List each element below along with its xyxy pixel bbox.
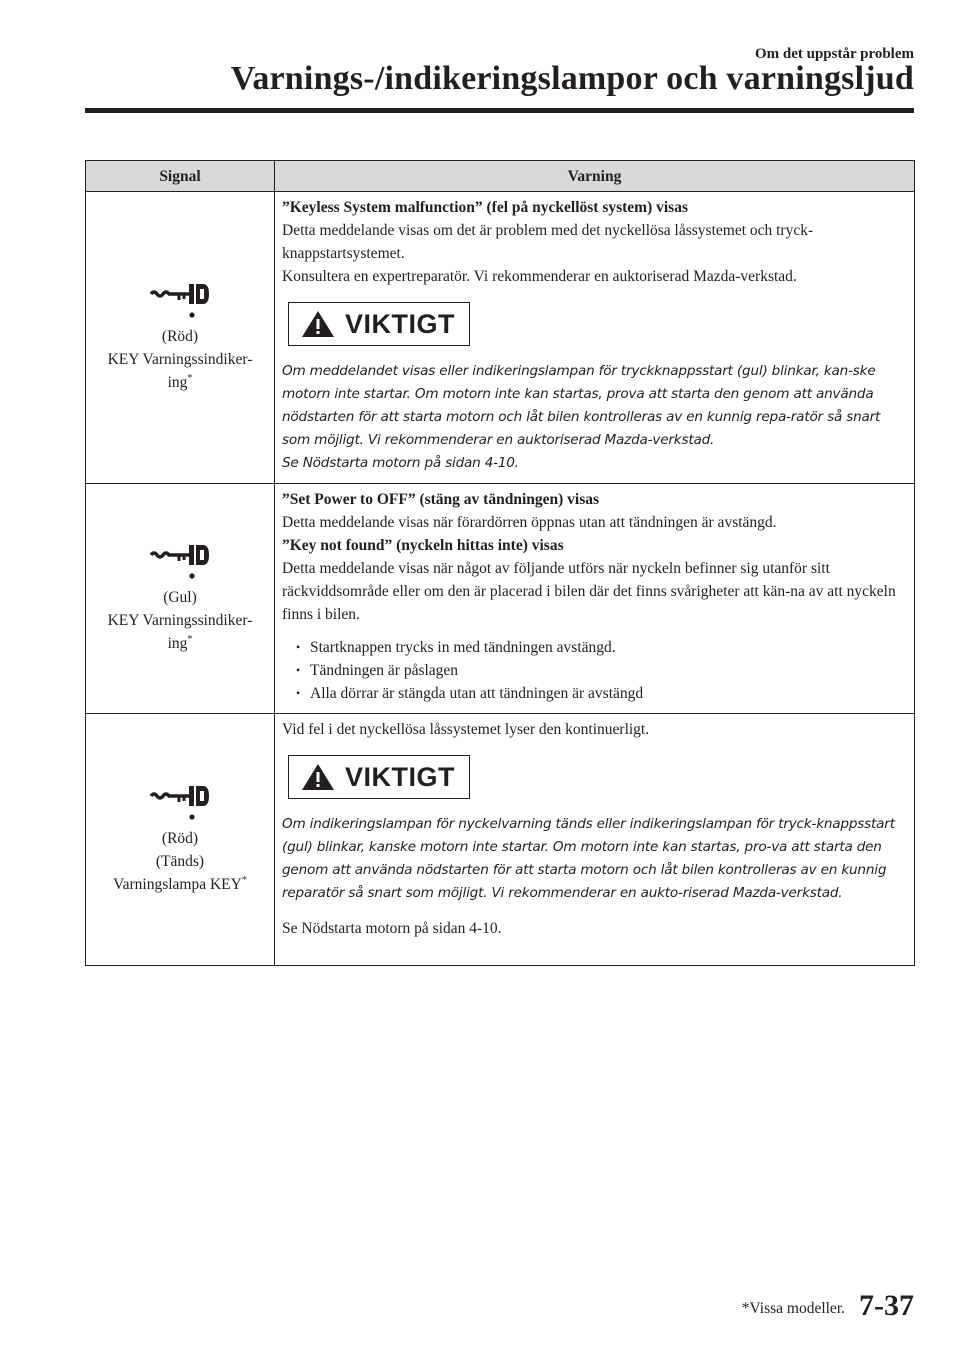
warning-triangle-icon — [301, 763, 335, 791]
table-row — [86, 192, 915, 484]
signal-name: KEY Varningssindiker- — [107, 351, 253, 368]
signal-color-label: (Röd) — [161, 328, 199, 345]
section-label: Om det uppstår problem — [754, 46, 914, 62]
message-body: Detta meddelande visas när något av följande utförs när nyckeln befinner sig utanför sitt räckviddsområde eller om den är placerad i bilen där det finns svårigheter att kän-na av att nyckeln finns i bilen. — [282, 560, 896, 623]
important-note: Om meddelandet visas eller indikeringslampan för tryckknappsstart (gul) blinkar, kan-ske motorn inte startar. Om motorn inte kan startas, prova att starta den genom att använda nödstarten för att starta motorn och låt bilen kontrolleras av en kunnig repa-ratör så snart som möjligt. Vi rekommenderar en auktoriserad Mazda-verkstad. — [282, 363, 881, 448]
table-row — [86, 484, 915, 714]
message-heading: ”Key not found” (nyckeln hittas inte) visas — [282, 537, 564, 554]
key-warning-icon — [149, 281, 211, 321]
viktigt-box — [288, 302, 470, 346]
signal-state-label: (Tänds) — [155, 853, 205, 870]
table-row — [86, 714, 915, 966]
footer-note: *Vissa modeller. — [741, 1300, 845, 1317]
asterisk: * — [187, 633, 193, 645]
message-body: Detta meddelande visas om det är problem med det nyckellösa låssystemet och tryck-knappstartsystemet. — [282, 222, 814, 262]
signal-cell — [86, 714, 275, 966]
key-warning-icon — [149, 542, 211, 582]
warning-cell — [275, 192, 915, 484]
asterisk: * — [187, 372, 193, 384]
title-rule — [85, 108, 914, 113]
signal-cell — [86, 192, 275, 484]
viktigt-label: VIKTIGT — [345, 308, 455, 339]
page-number: 7-37 — [859, 1289, 914, 1322]
list-item: • Tändningen är påslagen — [296, 659, 908, 682]
signal-color-label: (Gul) — [163, 589, 197, 606]
table-header-row — [86, 161, 915, 192]
key-warning-icon — [149, 783, 211, 823]
list-item: • Startknappen trycks in med tändningen avstängd. — [296, 636, 908, 659]
asterisk: * — [241, 874, 247, 886]
signal-name-continued: ing* — [167, 372, 193, 391]
message-heading: ”Set Power to OFF” (stäng av tändningen) visas — [282, 491, 600, 508]
condition-list — [282, 636, 908, 705]
column-header-signal: Signal — [86, 161, 275, 192]
viktigt-box — [288, 755, 470, 799]
signal-color-label: (Röd) — [161, 830, 199, 847]
warning-cell — [275, 714, 915, 966]
warning-table — [85, 160, 915, 966]
list-item: • Alla dörrar är stängda utan att tändningen är avstängd — [296, 682, 908, 705]
page-title: Varnings-/indikeringslampor och varningsljud — [230, 60, 914, 97]
warning-cell — [275, 484, 915, 714]
signal-name: KEY Varningssindiker- — [107, 612, 253, 629]
message-heading: ”Keyless System malfunction” (fel på nyckellöst system) visas — [282, 199, 688, 216]
note-reference: Se Nödstarta motorn på sidan 4-10. — [282, 455, 519, 471]
viktigt-label: VIKTIGT — [345, 761, 455, 792]
warning-triangle-icon — [301, 310, 335, 338]
signal-name-continued: ing* — [167, 633, 193, 652]
important-note: Om indikeringslampan för nyckelvarning tänds eller indikeringslampan för tryck-knappsstart (gul) blinkar, kanske motorn inte startar. Om motorn inte kan startas, pro-va att starta den genom att använda nödstarten för att starta motorn och låt bilen kontrolleras av en kunnig reparatör så snart som möjligt. Vi rekommenderar en aukto-riserad Mazda-verkstad. — [282, 816, 895, 901]
signal-name: Varningslampa KEY* — [113, 874, 247, 893]
signal-cell — [86, 484, 275, 714]
note-reference: Se Nödstarta motorn på sidan 4-10. — [282, 920, 502, 937]
column-header-warning: Varning — [275, 161, 915, 192]
message-body: Detta meddelande visas när förardörren öppnas utan att tändningen är avstängd. — [282, 514, 777, 531]
message-advice: Konsultera en expertreparatör. Vi rekommenderar en auktoriserad Mazda-verkstad. — [282, 268, 797, 285]
message-body: Vid fel i det nyckellösa låssystemet lyser den kontinuerligt. — [282, 721, 650, 738]
